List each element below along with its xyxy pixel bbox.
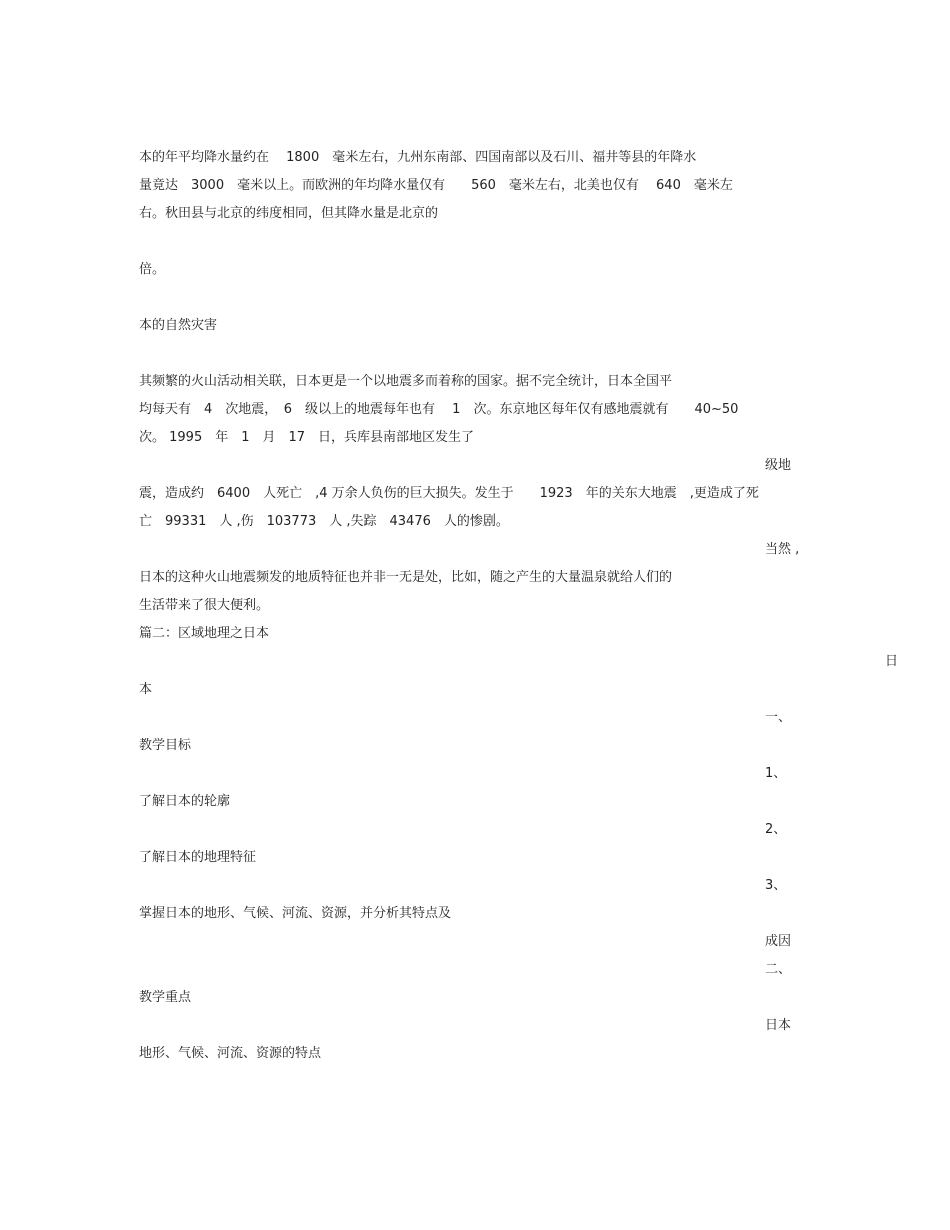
list-number-two: 二、 — [765, 962, 792, 977]
objective-fragment-causes: 成因 — [765, 934, 792, 949]
list-number-one: 一、 — [765, 710, 792, 725]
list-number-1: 1、 — [765, 766, 787, 781]
objective-item-terrain-analysis: 掌握日本的地形、气候、河流、资源，并分析其特点及 — [139, 906, 452, 921]
title-fragment-ben: 本 — [139, 682, 153, 697]
paragraph-line-earthquake-4: 震，造成约 6400 人死亡 ,4 万余人负伤的巨大损失。发生于 1923 年的关东大地震 ,更造成了死 — [139, 486, 759, 501]
paragraph-line-hot-springs-2: 生活带来了很大便利。 — [139, 598, 270, 613]
focus-fragment-japan: 日本 — [765, 1018, 792, 1033]
list-number-2: 2、 — [765, 822, 787, 837]
objective-item-outline: 了解日本的轮廓 — [139, 794, 231, 809]
paragraph-line-earthquake-2: 均每天有 4 次地震， 6 级以上的地震每年也有 1 次。东京地区每年仅有感地震就有 40~50 — [139, 402, 739, 417]
paragraph-line-earthquake-5: 亡 99331 人 ,伤 103773 人 ,失踪 43476 人的惨剧。 — [139, 514, 509, 529]
section-heading-natural-disasters: 本的自然灾害 — [139, 318, 218, 333]
objective-item-features: 了解日本的地理特征 — [139, 850, 257, 865]
paragraph-line-rainfall-4: 倍。 — [139, 262, 166, 277]
paragraph-fragment-magnitude: 级地 — [765, 458, 792, 473]
heading-teaching-focus: 教学重点 — [139, 990, 192, 1005]
list-number-3: 3、 — [765, 878, 787, 893]
paragraph-line-rainfall-2: 量竟达 3000 毫米以上。而欧洲的年均降水量仅有 560 毫米左右，北美也仅有 640 毫米左 — [139, 178, 733, 193]
paragraph-line-rainfall-1: 本的年平均降水量约在 1800 毫米左右，九州东南部、四国南部以及石川、福井等县的年降水 — [139, 150, 697, 165]
heading-teaching-objectives: 教学目标 — [139, 738, 192, 753]
paragraph-fragment-of-course: 当然 , — [765, 542, 800, 557]
paragraph-line-earthquake-3: 次。 1995 年 1 月 17 日，兵库县南部地区发生了 — [139, 430, 475, 445]
focus-item-characteristics: 地形、气候、河流、资源的特点 — [139, 1046, 322, 1061]
paragraph-line-hot-springs-1: 日本的这种火山地震频发的地质特征也并非一无是处，比如，随之产生的大量温泉就给人们的 — [139, 570, 673, 585]
paragraph-line-rainfall-3: 右。秋田县与北京的纬度相同，但其降水量是北京的 — [139, 206, 439, 221]
paragraph-line-earthquake-1: 其频繁的火山活动相关联，日本更是一个以地震多而着称的国家。据不完全统计，日本全国平 — [139, 374, 673, 389]
title-fragment-ri: 日 — [885, 654, 899, 669]
article-title-part-two: 篇二：区域地理之日本 — [139, 626, 270, 641]
